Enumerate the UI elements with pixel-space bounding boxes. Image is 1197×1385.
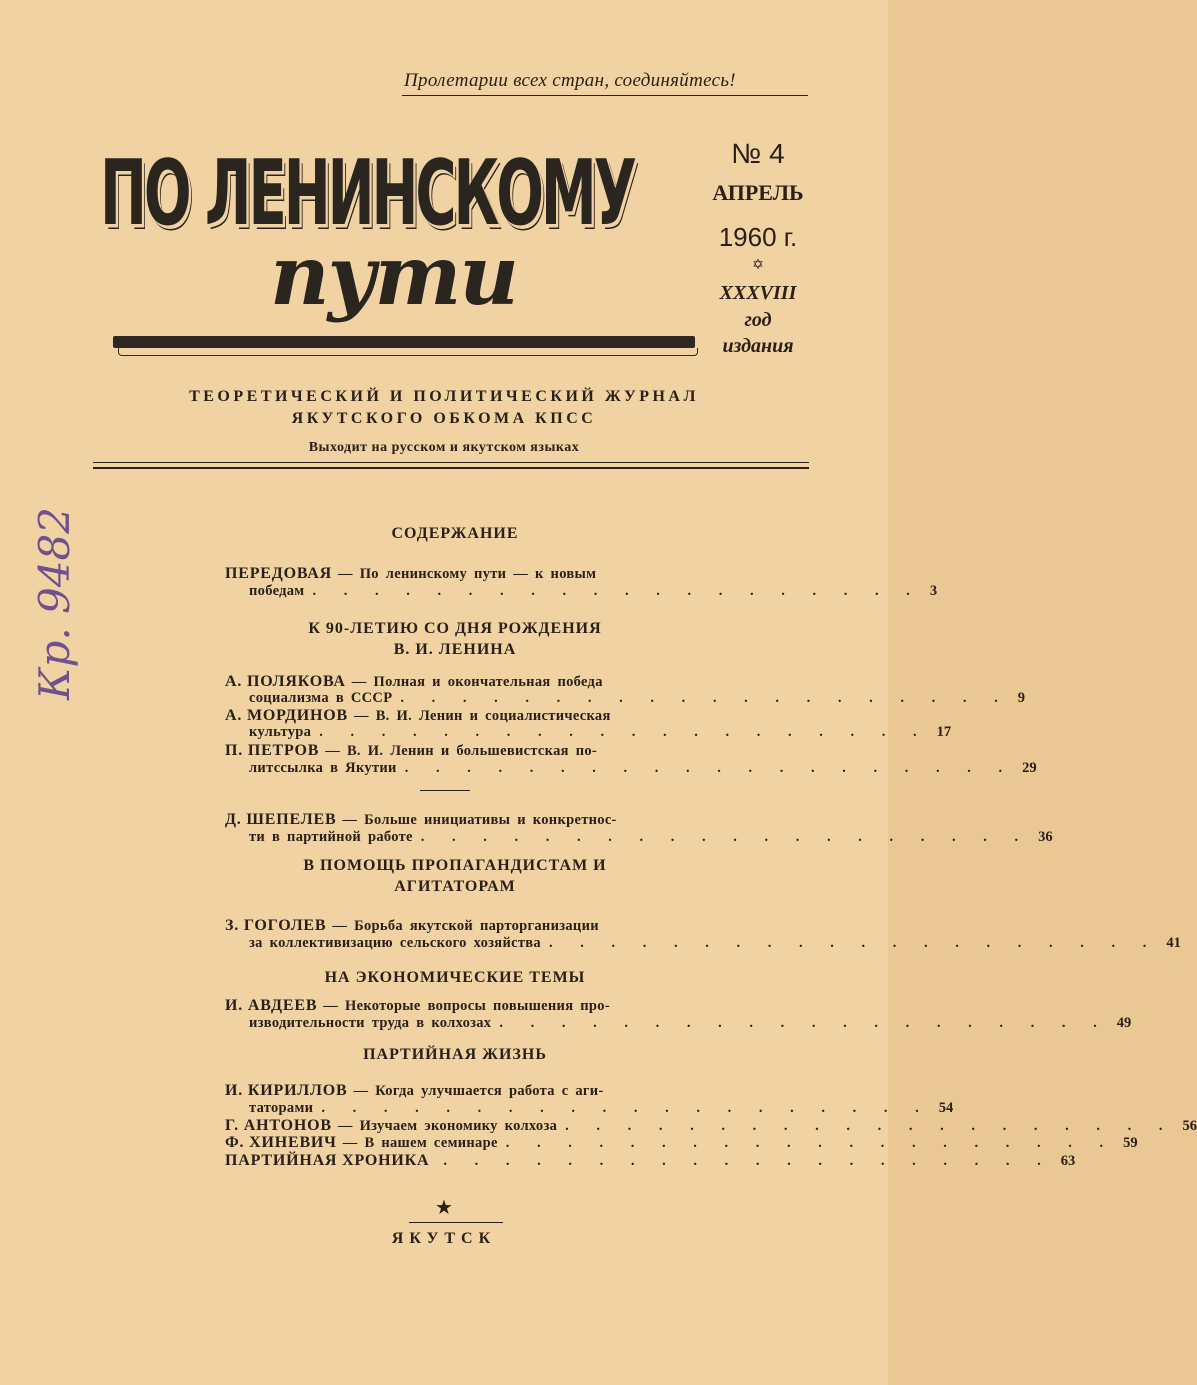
masthead-title: ПО ЛЕНИНСКОМУ bbox=[100, 140, 634, 245]
dot-leader: . . . . . . . . . . . . . . . . . . . . bbox=[321, 1100, 931, 1116]
toc-section: НА ЭКОНОМИЧЕСКИЕ ТЕМЫ bbox=[324, 969, 586, 986]
toc-page: 54 bbox=[938, 1100, 954, 1116]
divider bbox=[93, 467, 809, 469]
toc-author: ПЕРЕДОВАЯ bbox=[225, 565, 332, 582]
toc-author: А. МОРДИНОВ bbox=[225, 707, 348, 724]
toc-page: 56 bbox=[1182, 1118, 1197, 1134]
toc-section: В. И. ЛЕНИНА bbox=[393, 641, 517, 658]
toc-title: — Некоторые вопросы повышения про- bbox=[323, 998, 610, 1014]
toc-page: 49 bbox=[1116, 1015, 1132, 1031]
toc-title: победам bbox=[249, 583, 305, 599]
toc-title: ти в партийной работе bbox=[249, 829, 413, 845]
divider bbox=[409, 1222, 503, 1223]
toc-section: К 90-ЛЕТИЮ СО ДНЯ РОЖДЕНИЯ bbox=[308, 620, 602, 637]
toc-section: АГИТАТОРАМ bbox=[394, 878, 516, 895]
subtitle: ЯКУТСКОГО ОБКОМА КПСС bbox=[291, 410, 597, 427]
toc-section: В ПОМОЩЬ ПРОПАГАНДИСТАМ И bbox=[303, 857, 607, 874]
toc-author: З. ГОГОЛЕВ bbox=[225, 917, 327, 934]
toc-page: 29 bbox=[1022, 760, 1037, 776]
toc-entry bbox=[225, 673, 685, 691]
masthead-underline bbox=[113, 336, 695, 348]
dot-leader: . . . . . . . . . . . . . . . . . . . . bbox=[443, 1153, 1053, 1169]
toc-heading: СОДЕРЖАНИЕ bbox=[391, 525, 519, 542]
toc-entry-continuation bbox=[225, 760, 1037, 777]
toc-author: П. ПЕТРОВ bbox=[225, 742, 320, 759]
masthead-title-script: пути bbox=[270, 228, 518, 324]
toc-page: 3 bbox=[929, 583, 938, 599]
toc-entry bbox=[225, 811, 685, 829]
publication-city: ЯКУТСК bbox=[391, 1230, 497, 1247]
dot-leader: . . . . . . . . . . . . . . . . . . . . bbox=[404, 760, 1015, 776]
subtitle: ТЕОРЕТИЧЕСКИЙ И ПОЛИТИЧЕСКИЙ ЖУРНАЛ bbox=[189, 388, 699, 405]
toc-author: Ф. ХИНЕВИЧ bbox=[225, 1134, 337, 1151]
handwritten-note: Кр. 9482 bbox=[30, 507, 79, 700]
toc-title: — В. И. Ленин и социалистическая bbox=[353, 708, 611, 724]
motto: Пролетарии всех стран, соединяйтесь! bbox=[402, 70, 808, 96]
toc-page: 9 bbox=[1017, 690, 1025, 706]
toc-title: — В нашем семинаре bbox=[342, 1135, 498, 1151]
toc-author: И. АВДЕЕВ bbox=[225, 997, 318, 1014]
dot-leader: . . . . . . . . . . . . . . . . . . . . bbox=[420, 829, 1031, 845]
toc-entry-continuation bbox=[225, 1015, 1132, 1032]
volume-word: издания bbox=[722, 335, 794, 357]
toc-author: ПАРТИЙНАЯ ХРОНИКА bbox=[225, 1152, 430, 1169]
volume-number: XXXVIII bbox=[719, 282, 797, 304]
toc-page: 36 bbox=[1038, 829, 1053, 845]
toc-entry bbox=[225, 1082, 685, 1100]
toc-title: — По ленинскому пути — к новым bbox=[338, 566, 597, 582]
toc-entry-continuation bbox=[225, 1100, 954, 1117]
divider bbox=[93, 462, 809, 463]
toc-title: изводительности труда в колхозах bbox=[249, 1015, 492, 1031]
toc-entry-continuation bbox=[225, 724, 952, 741]
subtitle-languages: Выходит на русском и якутском языках bbox=[308, 440, 580, 455]
toc-entry bbox=[225, 1134, 1138, 1152]
dot-leader: . . . . . . . . . . . . . . . . . . . . bbox=[505, 1135, 1116, 1151]
volume-word: год bbox=[744, 309, 772, 331]
toc-title: — В. И. Ленин и большевистская по- bbox=[325, 743, 598, 759]
toc-entry bbox=[225, 1152, 1076, 1170]
toc-author: И. КИРИЛЛОВ bbox=[225, 1082, 348, 1099]
star-ornament-icon: ✡ bbox=[752, 258, 764, 273]
toc-section: ПАРТИЙНАЯ ЖИЗНЬ bbox=[363, 1046, 547, 1063]
toc-title: — Когда улучшается работа с аги- bbox=[353, 1083, 604, 1099]
toc-entry-continuation bbox=[225, 690, 1025, 707]
toc-entry-continuation bbox=[225, 829, 1053, 846]
toc-entry bbox=[225, 997, 685, 1015]
toc-title: социализма в СССР bbox=[249, 690, 393, 706]
toc-entry-continuation bbox=[225, 583, 938, 600]
toc-author: Д. ШЕПЕЛЕВ bbox=[225, 811, 337, 828]
dot-leader: . . . . . . . . . . . . . . . . . . . . bbox=[319, 724, 929, 740]
toc-title: таторами bbox=[249, 1100, 314, 1116]
dot-leader: . . . . . . . . . . . . . . . . . . . . bbox=[548, 935, 1159, 951]
toc-page: 41 bbox=[1166, 935, 1181, 951]
toc-entry bbox=[225, 565, 685, 583]
toc-entry bbox=[225, 707, 685, 725]
toc-title: за коллективизацию сельского хозяйства bbox=[249, 935, 541, 951]
dot-leader: . . . . . . . . . . . . . . . . . . . . bbox=[312, 583, 922, 599]
toc-author: А. ПОЛЯКОВА bbox=[225, 673, 346, 690]
masthead-underline-shadow bbox=[118, 348, 698, 356]
issue-number: № 4 bbox=[731, 138, 785, 169]
toc-entry bbox=[225, 742, 685, 760]
toc-page: 17 bbox=[936, 724, 952, 740]
dot-leader: . . . . . . . . . . . . . . . . . . . . bbox=[499, 1015, 1109, 1031]
toc-page: 63 bbox=[1060, 1153, 1076, 1169]
toc-title: — Борьба якутской парторганизации bbox=[332, 918, 599, 934]
toc-page: 59 bbox=[1123, 1135, 1138, 1151]
issue-month: АПРЕЛЬ bbox=[712, 180, 804, 205]
toc-title: литссылка в Якутии bbox=[249, 760, 397, 776]
toc-title: — Больше инициативы и конкретнос- bbox=[342, 812, 617, 828]
dot-leader: . . . . . . . . . . . . . . . . . . . . bbox=[400, 690, 1010, 706]
toc-entry bbox=[225, 917, 685, 935]
issue-year: 1960 г. bbox=[718, 222, 798, 252]
toc-entry-continuation bbox=[225, 935, 1181, 952]
star-icon: ★ bbox=[435, 1197, 453, 1219]
divider bbox=[420, 790, 470, 791]
toc-title: — Изучаем экономику колхоза bbox=[337, 1118, 558, 1134]
toc-title: — Полная и окончательная победа bbox=[351, 674, 603, 690]
dot-leader: . . . . . . . . . . . . . . . . . . . . bbox=[565, 1118, 1175, 1134]
toc-entry bbox=[225, 1117, 1197, 1135]
toc-author: Г. АНТОНОВ bbox=[225, 1117, 332, 1134]
toc-title: культура bbox=[249, 724, 312, 740]
